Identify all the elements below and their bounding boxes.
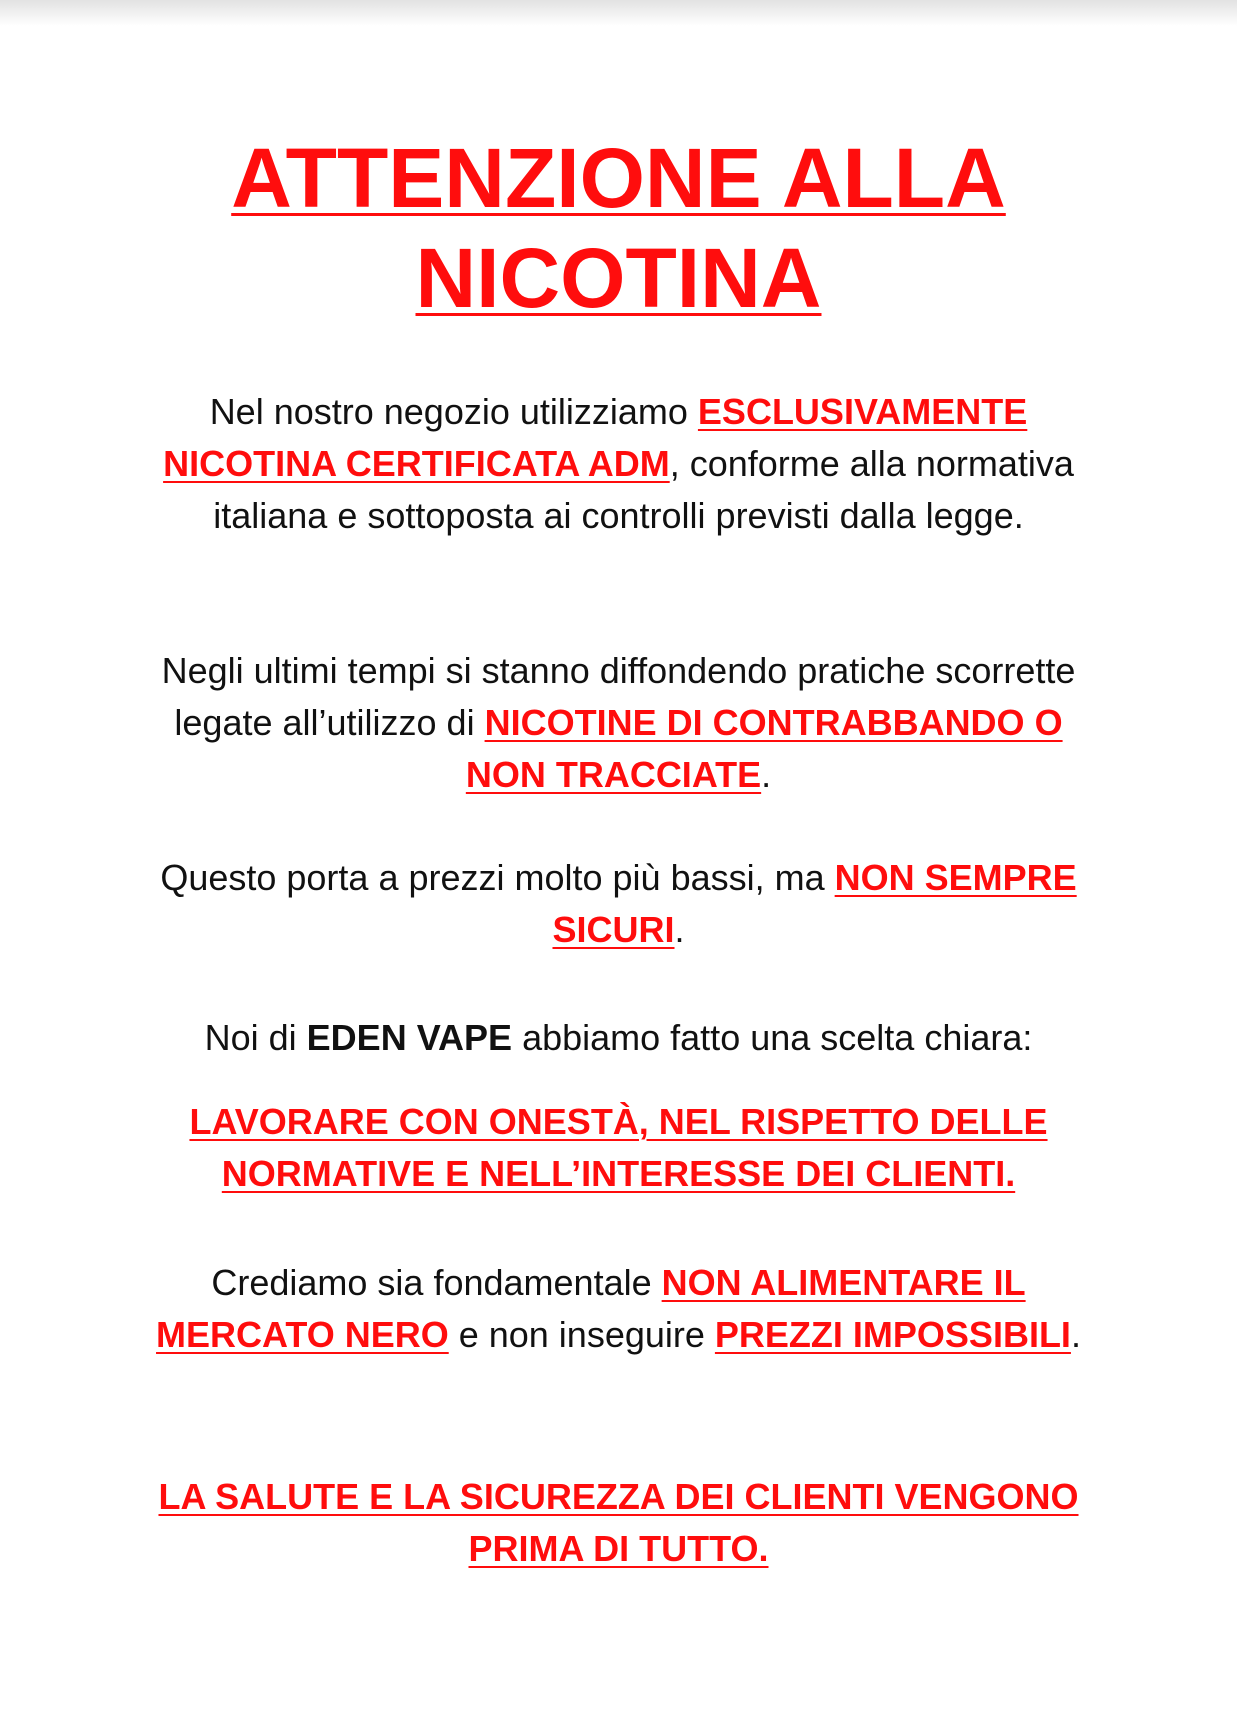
- paragraph-adm: [140, 386, 1097, 542]
- title-line-2: NICOTINA: [415, 231, 822, 325]
- paragraph-contraband: [140, 645, 1097, 801]
- highlight-contraband: NICOTINE DI CONTRABBANDO O NON TRACCIATE: [465, 702, 1063, 795]
- page-title: [0, 128, 1237, 328]
- paragraph-eden-vape: [140, 1012, 1097, 1064]
- paragraph-text: Questo porta a prezzi molto più bassi, ma: [160, 857, 835, 898]
- highlight-certified-nicotine: ESCLUSIVAMENTE NICOTINA CERTIFICATA ADM: [163, 391, 1028, 484]
- highlight-black-market: NON ALIMENTARE IL MERCATO NERO: [156, 1262, 1026, 1355]
- brand-name: EDEN VAPE: [306, 1017, 513, 1058]
- paragraph-text: e non inseguire: [448, 1314, 715, 1355]
- highlight-impossible-prices: PREZZI IMPOSSIBILI: [714, 1314, 1071, 1355]
- paragraph-text: Negli ultimi tempi si stanno diffondendo pratiche scorrette legate all’utilizzo di: [161, 650, 1076, 743]
- highlight-health-safety: LA SALUTE E LA SICUREZZA DEI CLIENTI VENGONO PRIMA DI TUTTO.: [158, 1476, 1079, 1569]
- paragraph-text: Crediamo sia fondamentale: [211, 1262, 662, 1303]
- paragraph-honesty: [140, 1096, 1097, 1200]
- paragraph-text: Noi di: [204, 1017, 307, 1058]
- paragraph-text: abbiamo fatto una scelta chiara:: [512, 1017, 1033, 1058]
- highlight-not-safe: NON SEMPRE SICURI: [552, 857, 1077, 950]
- paragraph-text: .: [674, 909, 685, 950]
- paragraph-text: .: [761, 754, 772, 795]
- paragraph-text: .: [1070, 1314, 1081, 1355]
- top-shade: [0, 0, 1237, 26]
- title-line-1: ATTENZIONE ALLA: [231, 131, 1006, 225]
- paragraph-text: Nel nostro negozio utilizziamo: [209, 391, 698, 432]
- paragraph-black-market: [140, 1257, 1097, 1361]
- paragraph-health: [140, 1471, 1097, 1575]
- highlight-honesty: LAVORARE CON ONESTÀ, NEL RISPETTO DELLE NORMATIVE E NELL’INTERESSE DEI CLIENTI.: [189, 1101, 1048, 1194]
- paragraph-text: , conforme alla normativa italiana e sottoposta ai controlli previsti dalla legge.: [213, 443, 1074, 536]
- paragraph-prices: [140, 852, 1097, 956]
